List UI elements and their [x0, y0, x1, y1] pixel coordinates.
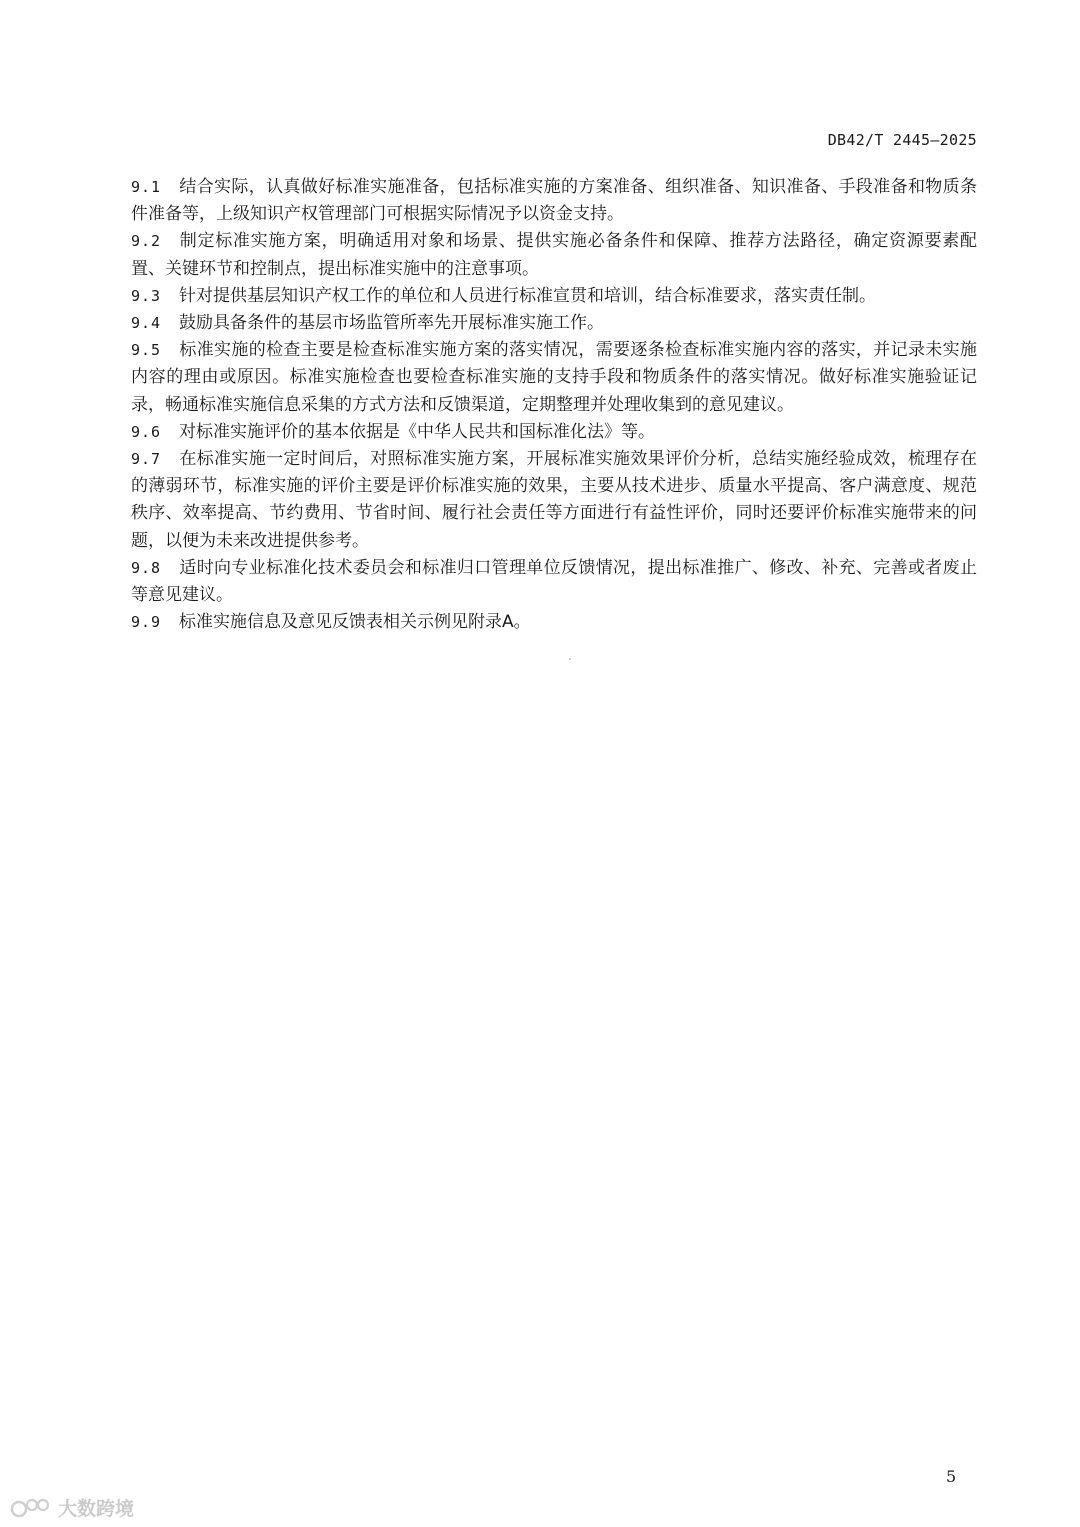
clause-number: 9.9	[131, 613, 162, 632]
clause-number: 9.8	[131, 558, 162, 577]
clause-text: 针对提供基层知识产权工作的单位和人员进行标准宣贯和培训，结合标准要求，落实责任制。	[179, 285, 876, 306]
brand-logo-icon	[10, 1497, 54, 1519]
watermark-text: 大数跨境	[58, 1498, 135, 1520]
clause-text: 在标准实施一定时间后，对照标准实施方案，开展标准实施效果评价分析，总结实施经验成效，梳理存在的薄弱环节，标准实施的评价主要是评价标准实施的效果，主要从技术进步、质量水平提高、客户满意度、规范秩序、效率提高、节约费用、节省时间、履行社会责任等方面进行有益性评价，同时还要评价标准实施带来的问题，以便为未来改进提供参考。	[131, 449, 977, 551]
clause-number: 9.6	[131, 422, 162, 441]
clause-9-6	[131, 419, 977, 446]
clause-text: 制定标准实施方案，明确适用对象和场景、提供实施必备条件和保障、推荐方法路径，确定资源要素配置、关键环节和控制点，提出标准实施中的注意事项。	[131, 231, 977, 279]
clause-9-4	[131, 310, 977, 337]
clause-text: 结合实际，认真做好标准实施准备，包括标准实施的方案准备、组织准备、知识准备、手段准备和物质条件准备等，上级知识产权管理部门可根据实际情况予以资金支持。	[131, 177, 977, 225]
clause-number: 9.4	[131, 314, 162, 333]
clause-number: 9.1	[131, 178, 162, 196]
clause-number: 9.7	[131, 450, 162, 469]
clause-number: 9.2	[131, 232, 162, 251]
clause-9-5	[131, 337, 977, 419]
clause-9-9	[131, 609, 977, 636]
clause-text: 鼓励具备条件的基层市场监管所率先开展标准实施工作。	[179, 313, 604, 334]
clause-text: 标准实施的检查主要是检查标准实施方案的落实情况，需要逐条检查标准实施内容的落实，并记录未实施内容的理由或原因。标准实施检查也要检查标准实施的支持手段和物质条件的落实情况。做好标准实施验证记录，畅通标准实施信息采集的方式方法和反馈渠道，定期整理并处理收集到的意见建议。	[131, 340, 977, 415]
clause-number: 9.5	[131, 341, 162, 360]
clause-9-1	[131, 174, 977, 228]
clause-number: 9.3	[131, 286, 162, 305]
document-code: DB42/T 2445—2025	[827, 131, 977, 149]
clause-9-3	[131, 283, 977, 310]
clause-text: 适时向专业标准化技术委员会和标准归口管理单位反馈情况，提出标准推广、修改、补充、完善或者废止等意见建议。	[131, 557, 977, 606]
watermark	[10, 1494, 134, 1521]
clause-9-2	[131, 228, 977, 282]
clause-list	[131, 174, 977, 636]
clause-9-7	[131, 446, 977, 555]
clause-text: 标准实施信息及意见反馈表相关示例见附录A。	[179, 612, 531, 633]
page-number: 5	[946, 1467, 957, 1486]
stray-mark	[569, 658, 571, 660]
clause-9-8	[131, 555, 977, 609]
clause-text: 对标准实施评价的基本依据是《中华人民共和国标准化法》等。	[179, 421, 655, 442]
